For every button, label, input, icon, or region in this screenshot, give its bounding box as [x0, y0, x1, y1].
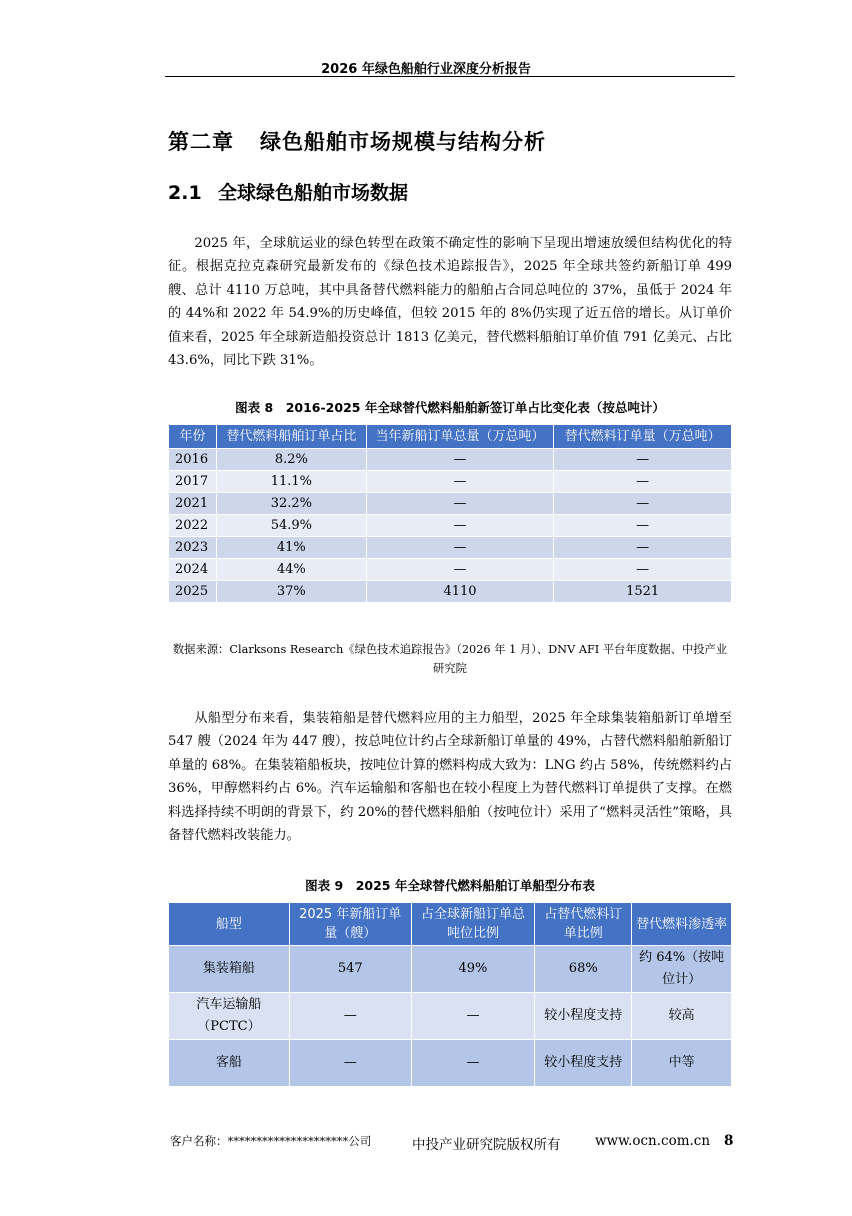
table-cell: 客船 — [169, 1040, 290, 1087]
table-cell: 547 — [289, 946, 411, 993]
section-title: 全球绿色船舶市场数据 — [218, 182, 409, 204]
table-cell: — — [554, 493, 732, 515]
column-header: 2025 年新船订单量（艘） — [289, 903, 411, 946]
column-header: 当年新船订单总量（万总吨） — [366, 425, 554, 449]
table-cell: — — [366, 559, 554, 581]
table-row — [169, 559, 732, 581]
column-header: 替代燃料订单量（万总吨） — [554, 425, 732, 449]
chapter-heading — [168, 126, 546, 156]
table-cell: — — [554, 559, 732, 581]
ship-type-distribution-table — [168, 902, 732, 1087]
footer-client: 客户名称：*********************公司 — [170, 1134, 372, 1148]
body-paragraph: 2025 年，全球航运业的绿色转型在政策不确定性的影响下呈现出增速放缓但结构优化的特征。根据克拉克森研究最新发布的《绿色技术追踪报告》，2025 年全球共签约新船订单 499 艘、总计 4110 万总吨，其中具备替代燃料能力的船舶占合同总吨位的 37%，虽低于 2024 年的 44%和 2022 年 54.9%的历史峰值，但较 2015 年的 8%仍实现了近五倍的增长。从订单价值来看，2025 年全球新造船投资总计 1813 亿美元，替代燃料船舶订单价值 791 亿美元、占比 43.6%，同比下跌 31%。 — [168, 236, 732, 369]
table-row — [169, 1040, 732, 1087]
table-cell: 54.9% — [216, 515, 366, 537]
table-cell: — — [554, 515, 732, 537]
table-cell: 2023 — [169, 537, 217, 559]
table-header-row — [169, 425, 732, 449]
table-cell: 较高 — [632, 993, 732, 1040]
table-cell: 集装箱船 — [169, 946, 290, 993]
table-cell: — — [289, 1040, 411, 1087]
table-row — [169, 581, 732, 603]
table-row — [169, 493, 732, 515]
alt-fuel-share-table — [168, 424, 732, 603]
table-cell: 11.1% — [216, 471, 366, 493]
table-cell: 32.2% — [216, 493, 366, 515]
column-header: 替代燃料渗透率 — [632, 903, 732, 946]
table-cell: 2024 — [169, 559, 217, 581]
table-cell: — — [289, 993, 411, 1040]
table-cell: — — [411, 1040, 535, 1087]
header-divider — [165, 76, 735, 77]
table-cell: 中等 — [632, 1040, 732, 1087]
table-cell: — — [554, 449, 732, 471]
table-row — [169, 471, 732, 493]
table-cell: 2022 — [169, 515, 217, 537]
table-cell: 2017 — [169, 471, 217, 493]
table-cell: — — [554, 471, 732, 493]
table-row — [169, 946, 732, 993]
table-row — [169, 537, 732, 559]
table-cell: 1521 — [554, 581, 732, 603]
table-cell: 44% — [216, 559, 366, 581]
table-caption: 图表 9 2025 年全球替代燃料船舶订单船型分布表 — [305, 878, 595, 893]
footer-copyright: 中投产业研究院版权所有 — [412, 1137, 561, 1153]
column-header: 替代燃料船舶订单占比 — [216, 425, 366, 449]
chapter-label: 第二章 — [168, 130, 234, 154]
page-header-title: 2026 年绿色船舶行业深度分析报告 — [321, 62, 531, 77]
footer-website[interactable]: www.ocn.com.cn — [595, 1133, 711, 1149]
table-cell: 8.2% — [216, 449, 366, 471]
section-number: 2.1 — [168, 182, 202, 204]
table-header-row — [169, 903, 732, 946]
table-source-note: 数据来源：Clarksons Research《绿色技术追踪报告》（2026 年 1 月）、DNV AFI 平台年度数据、中投产业研究院 — [172, 643, 728, 675]
table-cell: 较小程度支持 — [535, 1040, 632, 1087]
table-cell: 约 64%（按吨位计） — [632, 946, 732, 993]
table-cell: 68% — [535, 946, 632, 993]
table-cell: — — [554, 537, 732, 559]
page-number: 8 — [724, 1133, 734, 1149]
table-cell: 4110 — [366, 581, 554, 603]
chapter-title: 绿色船舶市场规模与结构分析 — [260, 130, 546, 154]
table-row — [169, 515, 732, 537]
table-cell: 2021 — [169, 493, 217, 515]
table-cell: — — [411, 993, 535, 1040]
table-row — [169, 449, 732, 471]
table-cell: 2016 — [169, 449, 217, 471]
table-row — [169, 993, 732, 1040]
table-cell: 49% — [411, 946, 535, 993]
table-cell: — — [366, 449, 554, 471]
table-cell: — — [366, 515, 554, 537]
section-heading — [168, 178, 408, 205]
column-header: 船型 — [169, 903, 290, 946]
table-cell: 2025 — [169, 581, 217, 603]
table-cell: — — [366, 537, 554, 559]
column-header: 年份 — [169, 425, 217, 449]
column-header: 占替代燃料订单比例 — [535, 903, 632, 946]
table-cell: 较小程度支持 — [535, 993, 632, 1040]
table-cell: 37% — [216, 581, 366, 603]
column-header: 占全球新船订单总吨位比例 — [411, 903, 535, 946]
table-cell: — — [366, 471, 554, 493]
table-caption: 图表 8 2016-2025 年全球替代燃料船舶新签订单占比变化表（按总吨计） — [235, 400, 665, 415]
table-cell: — — [366, 493, 554, 515]
body-paragraph: 从船型分布来看，集装箱船是替代燃料应用的主力船型，2025 年全球集装箱船新订单增至 547 艘（2024 年为 447 艘），按总吨位计约占全球新船订单量的 49%，占替代燃料船舶新船订单量的 68%。在集装箱船板块，按吨位计算的燃料构成大致为：LNG 约占 58%，传统燃料约占 36%，甲醇燃料约占 6%。汽车运输船和客船也在较小程度上为替代燃料订单提供了支撑。在燃料选择持续不明朗的背景下，约 20%的替代燃料船舶（按吨位计）采用了“燃料灵活性”策略，具备替代燃料改装能力。 — [168, 711, 732, 844]
table-cell: 41% — [216, 537, 366, 559]
table-cell: 汽车运输船（PCTC） — [169, 993, 290, 1040]
